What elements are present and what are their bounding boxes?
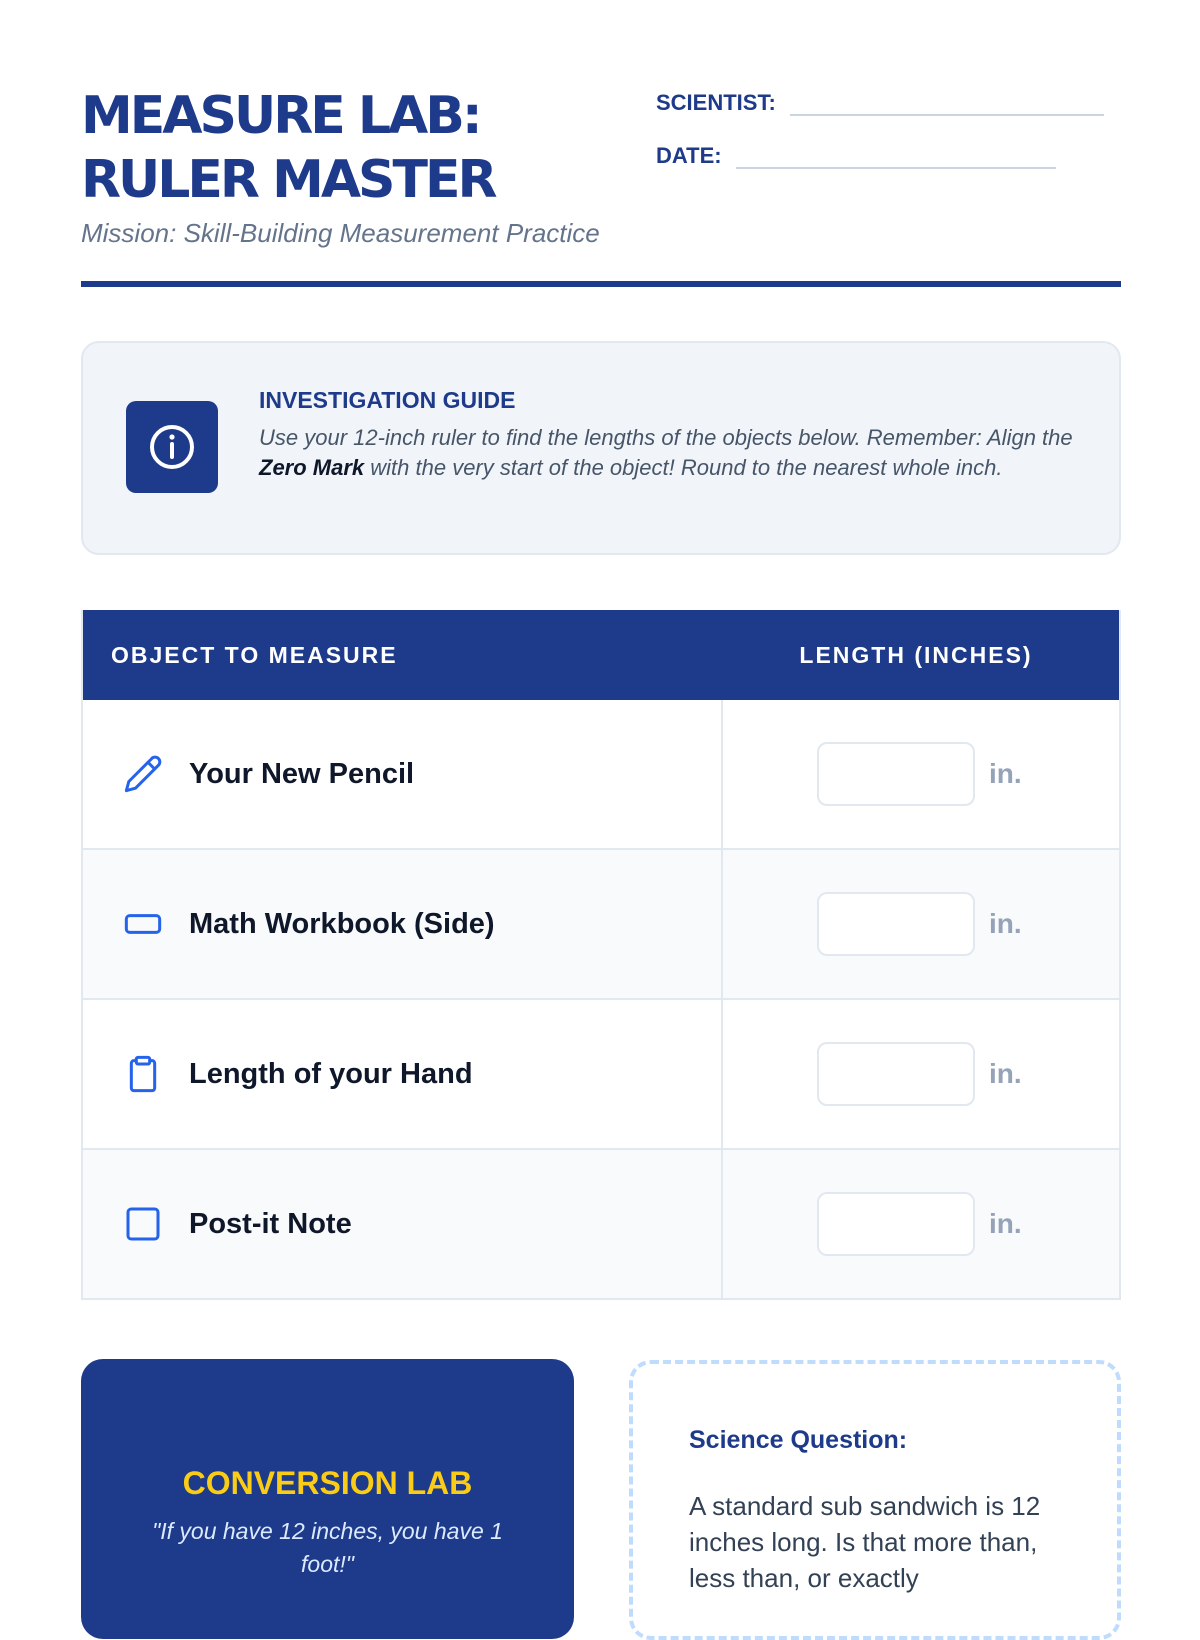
unit-label: in. bbox=[989, 908, 1022, 939]
science-question-title: Science Question: bbox=[689, 1426, 908, 1454]
table-row bbox=[83, 848, 1119, 998]
guide-text bbox=[259, 423, 1089, 483]
guide-text-start: Use your 12-inch ruler to find the lengths of the objects below. Remember: Align the bbox=[259, 425, 1073, 450]
unit-label: in. bbox=[989, 1208, 1022, 1239]
conversion-lab-card bbox=[81, 1359, 574, 1639]
table-header bbox=[83, 610, 1119, 700]
date-line[interactable] bbox=[736, 141, 1056, 169]
square-icon bbox=[123, 1204, 163, 1244]
scientist-label: SCIENTIST: bbox=[656, 90, 776, 115]
length-input[interactable] bbox=[817, 1192, 975, 1256]
unit-label: in. bbox=[989, 758, 1022, 789]
guide-text-bold: Zero Mark bbox=[259, 455, 365, 480]
object-cell bbox=[83, 700, 723, 848]
measurement-table bbox=[81, 610, 1121, 1300]
object-cell bbox=[83, 850, 723, 998]
column-header-object: OBJECT TO MEASURE bbox=[111, 641, 398, 668]
scientist-name-line[interactable] bbox=[790, 88, 1104, 116]
science-question-text: A standard sub sandwich is 12 inches long. Is that more than, less than, or exactly bbox=[689, 1491, 1041, 1593]
length-cell bbox=[723, 850, 1119, 998]
table-body bbox=[83, 700, 1119, 1298]
guide-title: INVESTIGATION GUIDE bbox=[259, 387, 516, 413]
length-cell bbox=[723, 1000, 1119, 1148]
guide-text-end: with the very start of the object! Round to the nearest whole inch. bbox=[364, 455, 1003, 480]
unit-label: in. bbox=[989, 1058, 1022, 1089]
investigation-guide bbox=[81, 341, 1121, 555]
info-icon bbox=[126, 401, 218, 493]
object-label: Your New Pencil bbox=[189, 757, 415, 790]
length-input[interactable] bbox=[817, 892, 975, 956]
pencil-icon bbox=[123, 754, 163, 794]
length-input[interactable] bbox=[817, 1042, 975, 1106]
scientist-field bbox=[656, 88, 1104, 116]
clipboard-icon bbox=[123, 1054, 163, 1094]
length-cell bbox=[723, 1150, 1119, 1298]
worksheet-page bbox=[81, 0, 1121, 1600]
table-row bbox=[83, 700, 1119, 848]
table-row bbox=[83, 1148, 1119, 1298]
date-field bbox=[656, 141, 1056, 169]
column-header-length: LENGTH (INCHES) bbox=[799, 641, 1033, 668]
date-label: DATE: bbox=[656, 143, 722, 168]
table-row bbox=[83, 998, 1119, 1148]
object-label: Post-it Note bbox=[189, 1207, 352, 1240]
length-cell bbox=[723, 700, 1119, 848]
object-label: Length of your Hand bbox=[189, 1057, 473, 1090]
object-cell bbox=[83, 1000, 723, 1148]
conversion-quote: "If you have 12 inches, you have 1 foot!" bbox=[152, 1518, 503, 1577]
object-label: Math Workbook (Side) bbox=[189, 907, 495, 940]
page-subtitle: Mission: Skill-Building Measurement Practice bbox=[81, 218, 600, 248]
page-title bbox=[81, 84, 495, 212]
header-divider bbox=[81, 281, 1121, 287]
title-line-2: RULER MASTER bbox=[81, 150, 495, 210]
object-cell bbox=[83, 1150, 723, 1298]
conversion-title: CONVERSION LAB bbox=[182, 1465, 473, 1501]
science-question-card bbox=[629, 1360, 1121, 1640]
title-line-1: MEASURE LAB: bbox=[81, 86, 480, 146]
rectangle-icon bbox=[123, 904, 163, 944]
length-input[interactable] bbox=[817, 742, 975, 806]
